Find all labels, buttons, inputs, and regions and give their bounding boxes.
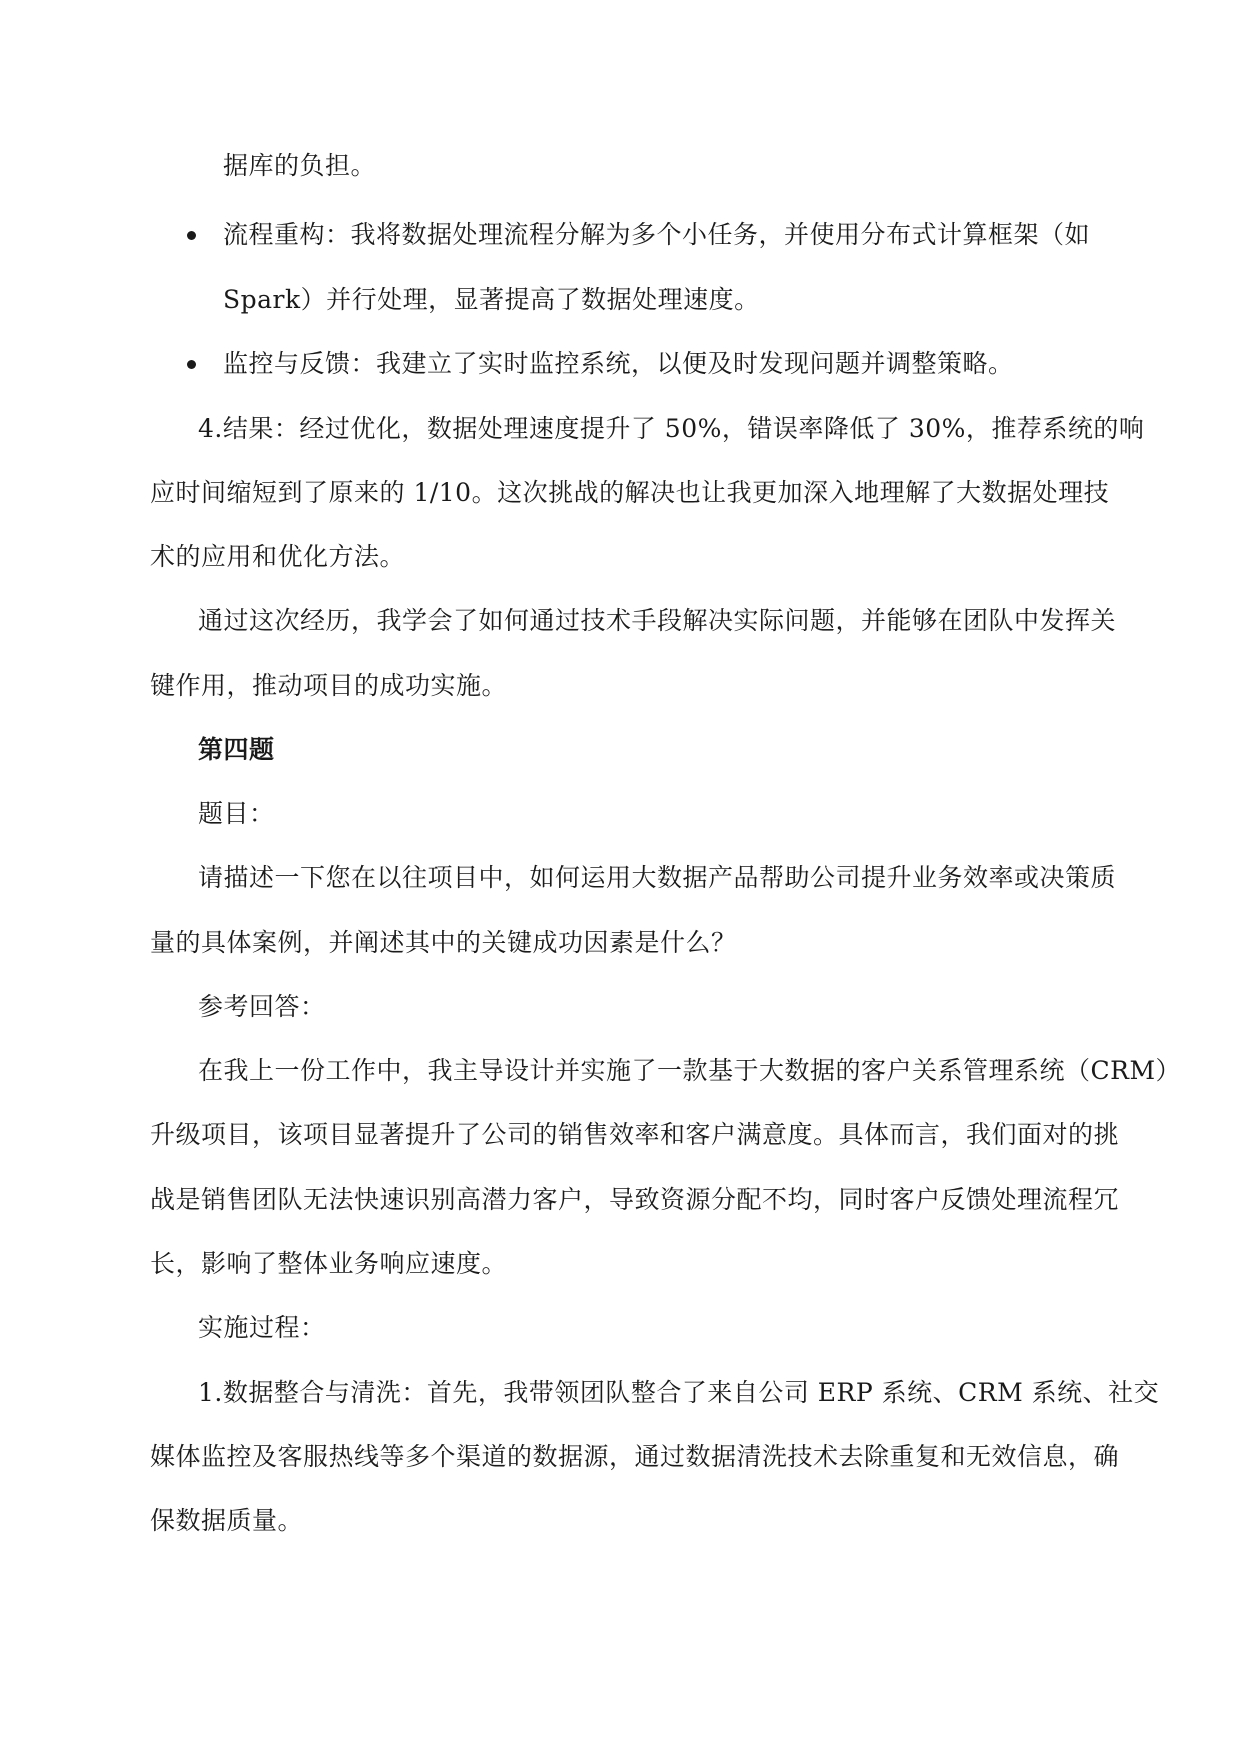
paragraph-line: 应时间缩短到了原来的 1/10。这次挑战的解决也让我更加深入地理解了大数据处理技 xyxy=(150,478,1110,507)
paragraph-line: 长，影响了整体业务响应速度。 xyxy=(150,1249,508,1278)
paragraph-line: 4.结果：经过优化，数据处理速度提升了 50%，错误率降低了 30%，推荐系统的响 xyxy=(198,414,1145,443)
bullet-icon xyxy=(187,360,196,369)
paragraph-line: 保数据质量。 xyxy=(150,1506,304,1535)
subsection-label: 实施过程： xyxy=(198,1313,326,1342)
paragraph-line: 通过这次经历，我学会了如何通过技术手段解决实际问题，并能够在团队中发挥关 xyxy=(198,606,1117,635)
paragraph-line: 战是销售团队无法快速识别高潜力客户，导致资源分配不均，同时客户反馈处理流程冗 xyxy=(150,1185,1120,1214)
paragraph-line: 1.数据整合与清洗：首先，我带领团队整合了来自公司 ERP 系统、CRM 系统、社交 xyxy=(198,1378,1160,1407)
paragraph-line: 媒体监控及客服热线等多个渠道的数据源，通过数据清洗技术去除重复和无效信息，确 xyxy=(150,1442,1120,1471)
paragraph-line: 术的应用和优化方法。 xyxy=(150,542,406,571)
answer-label: 参考回答： xyxy=(198,992,326,1021)
paragraph-line: 键作用，推动项目的成功实施。 xyxy=(150,671,508,700)
question-label: 题目： xyxy=(198,799,275,828)
bullet-icon xyxy=(187,231,196,240)
section-heading: 第四题 xyxy=(198,735,275,764)
paragraph-line: 请描述一下您在以往项目中，如何运用大数据产品帮助公司提升业务效率或决策质 xyxy=(198,863,1117,892)
paragraph-line: 在我上一份工作中，我主导设计并实施了一款基于大数据的客户关系管理系统（CRM） xyxy=(198,1056,1182,1085)
paragraph-line: 量的具体案例，并阐述其中的关键成功因素是什么？ xyxy=(150,928,737,957)
bullet-item-text: 流程重构：我将数据处理流程分解为多个小任务，并使用分布式计算框架（如 xyxy=(223,220,1091,249)
text-line: 据库的负担。 xyxy=(223,151,377,180)
bullet-item-text-continued: Spark）并行处理，显著提高了数据处理速度。 xyxy=(223,285,760,314)
bullet-item-text: 监控与反馈：我建立了实时监控系统，以便及时发现问题并调整策略。 xyxy=(223,349,1014,378)
paragraph-line: 升级项目，该项目显著提升了公司的销售效率和客户满意度。具体而言，我们面对的挑 xyxy=(150,1120,1120,1149)
